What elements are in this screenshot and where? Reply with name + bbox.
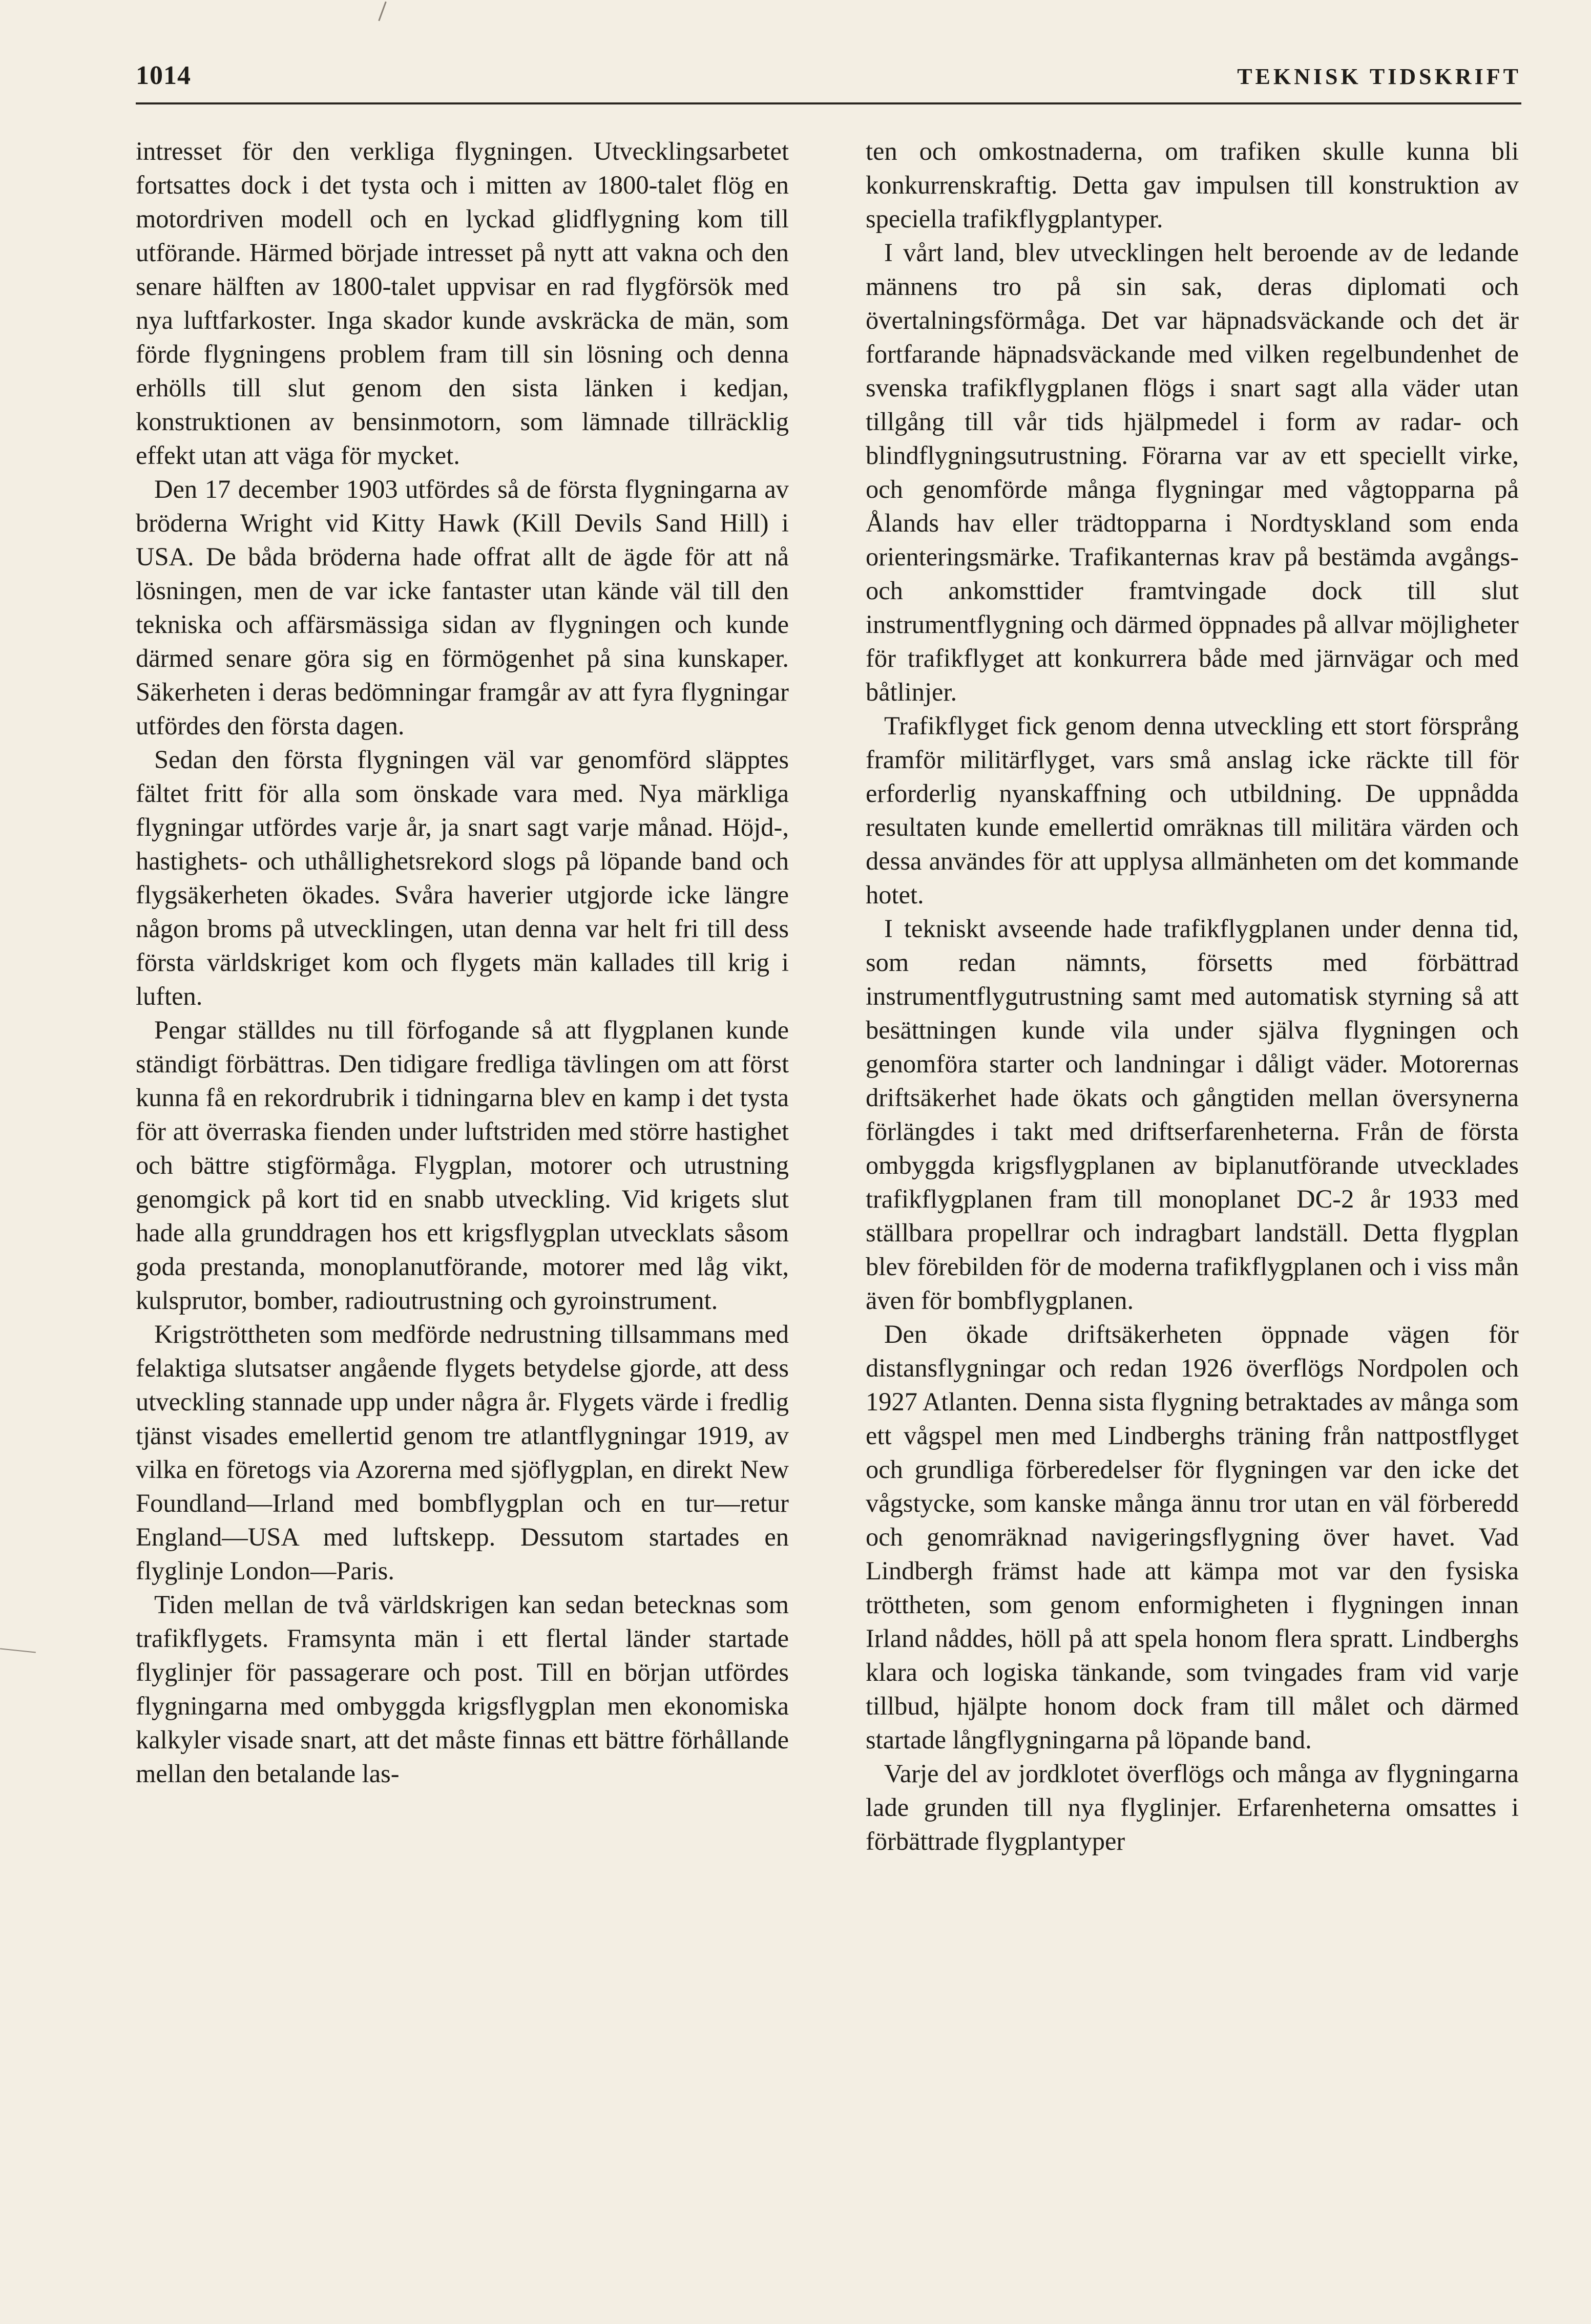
page-header: [136, 56, 1521, 104]
paragraph: Den 17 december 1903 utfördes så de första flygningarna av bröderna Wright vid Kitty Hawk (Kill Devils Sand Hill) i USA. De båda bröderna hade offrat allt de ägde för att nå lösningen, men de var icke fantaster utan kände väl till den tekniska och affärsmässiga sidan av flygningen och kunde därmed senare göra sig en förmögenhet på sina kunskaper. Säkerheten i deras bedömningar framgår av att fyra flygningar utfördes den första dagen.: [136, 475, 789, 740]
paragraph: ten och omkostnaderna, om trafiken skulle kunna bli konkurrenskraftig. Detta gav impulsen till konstruktion av speciella trafikflygplantyper.: [866, 137, 1519, 233]
top-pencil-mark: [378, 2, 386, 22]
margin-pencil-mark: [0, 1648, 36, 1653]
paragraph: Sedan den första flygningen väl var genomförd släpptes fältet fritt för alla som önskade vara med. Nya märkliga flygningar utfördes varje år, ja snart sagt varje månad. Höjd-, hastighets- och uthållighetsrekord slogs på löpande band och flygsäkerheten ökades. Svåra haverier utgjorde icke längre någon broms på utvecklingen, utan denna var helt fri till dess första världskriget kom och flygets män kallades till krig i luften.: [136, 745, 789, 1010]
paragraph: Varje del av jordklotet överflögs och många av flygningarna lade grunden till nya flyglinjer. Erfarenheterna omsattes i förbättrade flygplantyper: [866, 1759, 1519, 1855]
paragraph: Tiden mellan de två världskrigen kan sedan betecknas som trafikflygets. Framsynta män i ett flertal länder startade flyglinjer för passagerare och post. Till en början utfördes flygningarna med ombyggda krigsflygplan men ekonomiska kalkyler visade snart, att det måste finnas ett bättre förhållande mellan den betalande las-: [136, 1590, 789, 1788]
left-column: [136, 134, 789, 2198]
right-column: [866, 134, 1519, 2198]
paragraph: Den ökade driftsäkerheten öppnade vägen för distansflygningar och redan 1926 överflögs Nordpolen och 1927 Atlanten. Denna sista flygning betraktades av många som ett vågspel men med Lindberghs träning från nattpostflyget och grundliga förberedelser för flygningen var den icke det vågstycke, som kanske många ännu tror utan en väl förberedd och genomräknad navigeringsflygning över havet. Vad Lindbergh främst hade att kämpa mot var den fysiska tröttheten, som genom enformigheten i flygningen innan Irland nåddes, höll på att spela honom flera spratt. Lindberghs klara och logiska tänkande, som tvingades fram vid varje tillbud, hjälpte honom dock fram till målet och därmed startade långflygningarna på löpande band.: [866, 1320, 1519, 1754]
paragraph: Krigströttheten som medförde nedrustning tillsammans med felaktiga slutsatser angående flygets betydelse gjorde, att dess utveckling stannade upp under några år. Flygets värde i fredlig tjänst visades emellertid genom tre atlantflygningar 1919, av vilka en företogs via Azorerna med sjöflygplan, en direkt New Foundland—Irland med bombflygplan och en tur—retur England—USA med luftskepp. Dessutom startades en flyglinje London—Paris.: [136, 1320, 789, 1585]
journal-title: TEKNISK TIDSKRIFT: [1237, 64, 1521, 89]
paragraph: I vårt land, blev utvecklingen helt beroende av de ledande männens tro på sin sak, deras diplomati och övertalningsförmåga. Det var häpnadsväckande och det är fortfarande häpnadsväckande med vilken regelbundenhet de svenska trafikflygplanen flögs i snart sagt alla väder utan tillgång till vår tids hjälpmedel i form av radar- och blindflygningsutrustning. Förarna var av ett speciellt virke, och genomförde många flygningar med vågtopparna på Ålands hav eller trädtopparna i Nordtyskland som enda orienteringsmärke. Trafikanternas krav på bestämda avgångs- och ankomsttider framtvingade dock till slut instrumentflygning och därmed öppnades på allvar möjligheter för trafikflyget att konkurrera både med järnvägar och med båtlinjer.: [866, 238, 1519, 706]
paragraph: Trafikflyget fick genom denna utveckling ett stort försprång framför militärflyget, vars små anslag icke räckte till för erforderlig nyanskaffning och utbildning. De uppnådda resultaten kunde emellertid omräknas till militära värden och dessa användes för att upplysa allmänheten om det kommande hotet.: [866, 711, 1519, 909]
paragraph: Pengar ställdes nu till förfogande så att flygplanen kunde ständigt förbättras. Den tidigare fredliga tävlingen om att först kunna få en rekordrubrik i tidningarna blev en kamp i det tysta för att överraska fienden under luftstriden med större hastighet och bättre stigförmåga. Flygplan, motorer och utrustning genomgick på kort tid en snabb utveckling. Vid krigets slut hade alla grunddragen hos ett krigsflygplan utvecklats såsom goda prestanda, monoplanutförande, motorer med låg vikt, kulsprutor, bomber, radioutrustning och gyroinstrument.: [136, 1016, 789, 1315]
paragraph: I tekniskt avseende hade trafikflygplanen under denna tid, som redan nämnts, försetts med förbättrad instrumentflygutrustning samt med automatisk styrning så att besättningen kunde vila under själva flygningen och genomföra starter och landningar i dåligt väder. Motorernas driftsäkerhet hade ökats och gångtiden mellan översynerna förlängdes i takt med driftserfarenheterna. Från de första ombyggda krigsflygplanen av biplanutförande utvecklades trafikflygplanen fram till monoplanet DC-2 år 1933 med ställbara propellrar och indragbart landställ. Detta flygplan blev förebilden för de moderna trafikflygplanen och i viss mån även för bombflygplanen.: [866, 914, 1519, 1315]
paragraph: intresset för den verkliga flygningen. Utvecklingsarbetet fortsattes dock i det tysta och i mitten av 1800-talet flög en motordriven modell och en lyckad glidflygning kom till utförande. Härmed började intresset på nytt att vakna och den senare hälften av 1800-talet uppvisar en rad flygförsök med nya luftfarkoster. Inga skador kunde avskräcka de män, som förde flygningens problem fram till sin lösning och denna erhölls till slut genom den sista länken i kedjan, konstruktionen av bensinmotorn, som lämnade tillräcklig effekt utan att väga för mycket.: [136, 137, 789, 470]
page-number: 1014: [136, 61, 191, 90]
